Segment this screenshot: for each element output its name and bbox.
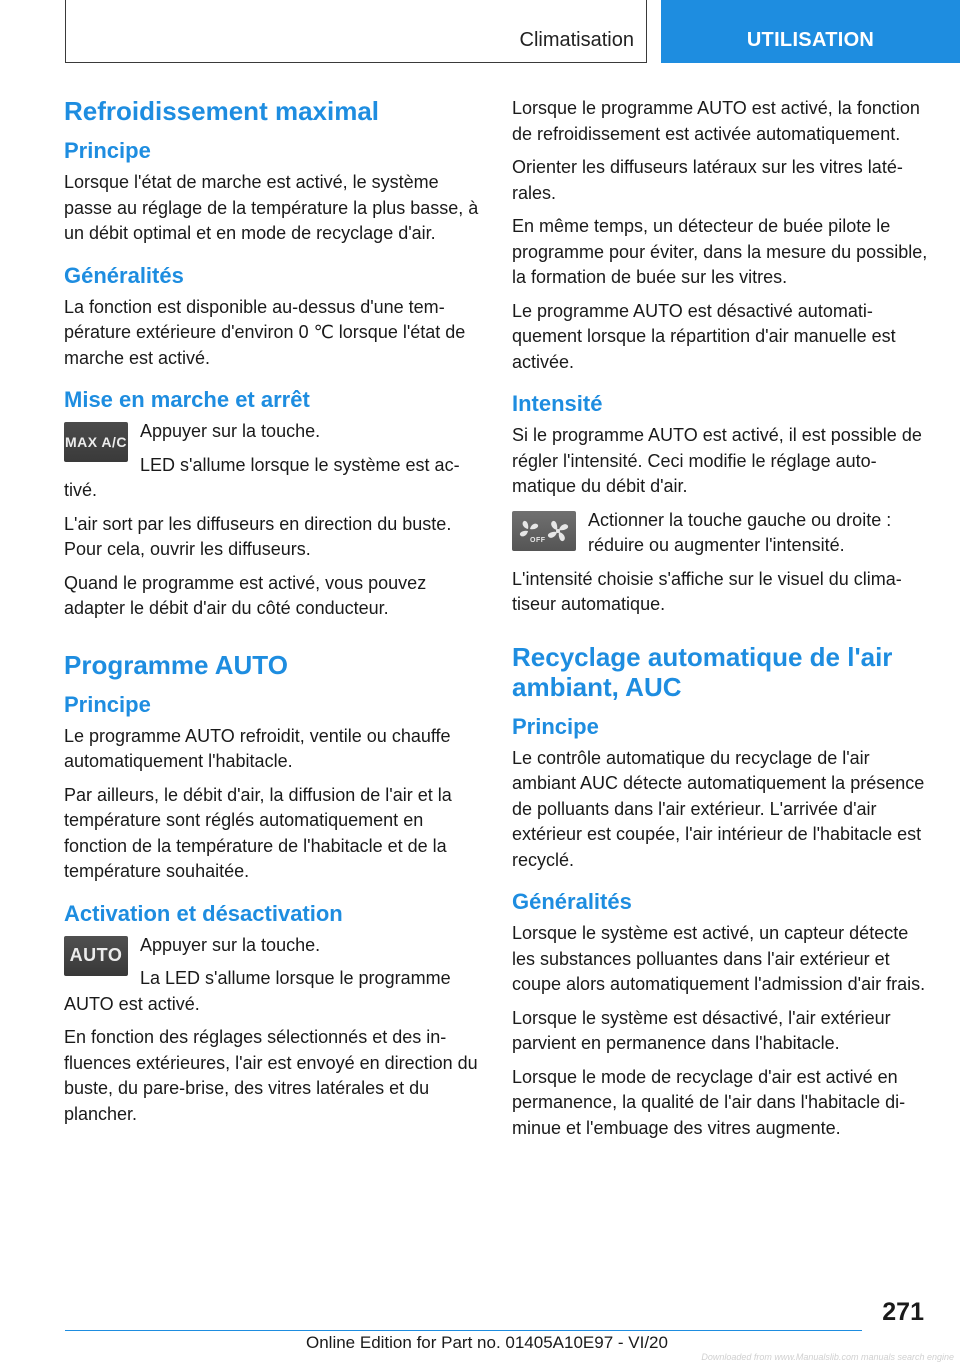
max-ac-instruction [64,419,480,504]
paragraph: Le programme AUTO est désactivé automatiquement lorsque la répartition d'air manuelle est activée. [512,300,896,372]
paragraph: Lorsque le programme AUTO est activé, la fonction de refroidissement est activée automatiquement. [512,98,920,144]
paragraph: L'intensité choisie s'affiche sur le visuel du climatiseur automatique. [512,568,902,614]
paragraph: Lorsque le mode de recyclage d'air est activé en permanence, la qualité de l'air dans l'habitacle diminue et l'embuage des vitres augmente. [512,1066,906,1138]
paragraph: Appuyer sur la touche. [140,934,321,955]
auto-instruction [64,933,480,1018]
heading-programme-auto: Programme AUTO [64,649,288,680]
paragraph: L'air sort par les diffuseurs en direction du buste. Pour cela, ouvrir les diffuseurs. [64,513,452,559]
header-section-title: Climatisation [519,29,634,51]
fan-off-label: OFF [530,536,546,544]
paragraph: LED s'allume lorsque le système est activé. [64,454,460,500]
heading-generalites: Généralités [64,262,184,288]
paragraph: En même temps, un détecteur de buée pilote le programme pour éviter, dans la mesure du possible, la formation de buée sur les vitres. [512,216,928,287]
paragraph: Par ailleurs, le débit d'air, la diffusion de l'air et la température sont réglés automatiquement en fonction de la température de l'habitacle et de la température souhaitée. [64,784,452,881]
paragraph: La LED s'allume lorsque le programme AUTO est activé. [64,968,451,1014]
heading-principe: Principe [512,713,599,739]
paragraph: Le programme AUTO refroidit, ventile ou chauffe automatiquement l'habitacle. [64,725,451,771]
paragraph: Appuyer sur la touche. [140,421,321,441]
heading-generalites: Généralités [512,889,632,914]
paragraph: Le contrôle automatique du recyclage de l'air ambiant AUC détecte automatiquement la présence de polluants dans l'air extérieur. L'arrivée d'air extérieur est coupée, l'air intérieur de l'habitacle est recyclé. [512,747,925,870]
fan-off-icon [517,518,546,544]
footer-edition: Online Edition for Part no. 01405A10E97 - VI/20 [306,1333,668,1352]
paragraph: En fonction des réglages sélectionnés et des influences extérieures, l'air est envoyé en direction du buste, du pare-brise, des vitres latérales et du plancher. [64,1027,478,1124]
left-column [64,96,480,1143]
fan-instruction [512,508,928,559]
page-number: 271 [882,1298,924,1326]
watermark: Downloaded from www.Manualslib.com manuals search engine [701,1352,954,1362]
heading-principe: Principe [64,691,151,717]
heading-intensite: Intensité [512,391,603,416]
heading-refroidissement-maximal: Refroidissement maximal [64,96,380,126]
paragraph: Lorsque l'état de marche est activé, le système passe au réglage de la température la plus basse, à un débit optimal et en mode de recyclage d'air. [64,172,479,243]
paragraph: Lorsque le système est activé, un capteur détecte les substances polluantes dans l'air extérieur et coupe alors automatiquement l'admission d'air frais. [512,923,926,994]
paragraph: Quand le programme est activé, vous pouvez adapter le débit d'air du côté conducteur. [64,572,427,618]
max-ac-button-icon: MAX A/C [64,422,128,462]
heading-activation: Activation et désactivation [64,900,343,926]
auto-button-icon: AUTO [64,936,128,976]
footer-divider [65,1330,862,1331]
heading-recyclage-auc: Recyclage automatique de l'air ambiant, AUC [512,641,893,702]
paragraph: Si le programme AUTO est activé, il est possible de régler l'intensité. Ceci modifie le réglage automatique du débit d'air. [512,425,922,496]
paragraph: Lorsque le système est désactivé, l'air extérieur parvient en permanence dans l'habitacle. [512,1007,891,1053]
header-chapter-tab[interactable]: UTILISATION [661,0,960,63]
fan-icon [545,518,571,544]
paragraph: La fonction est disponible au-dessus d'une température extérieure d'environ 0 ℃ lorsque l'état de marche est activé. [64,296,466,368]
paragraph: Orienter les diffuseurs latéraux sur les vitres latérales. [512,157,903,203]
right-column [512,96,928,1157]
heading-mise-en-marche: Mise en marche et arrêt [64,387,310,412]
paragraph: Actionner la touche gauche ou droite : réduire ou augmenter l'intensité. [588,509,892,555]
heading-principe: Principe [64,138,151,163]
fan-intensity-button-icon [512,511,576,551]
